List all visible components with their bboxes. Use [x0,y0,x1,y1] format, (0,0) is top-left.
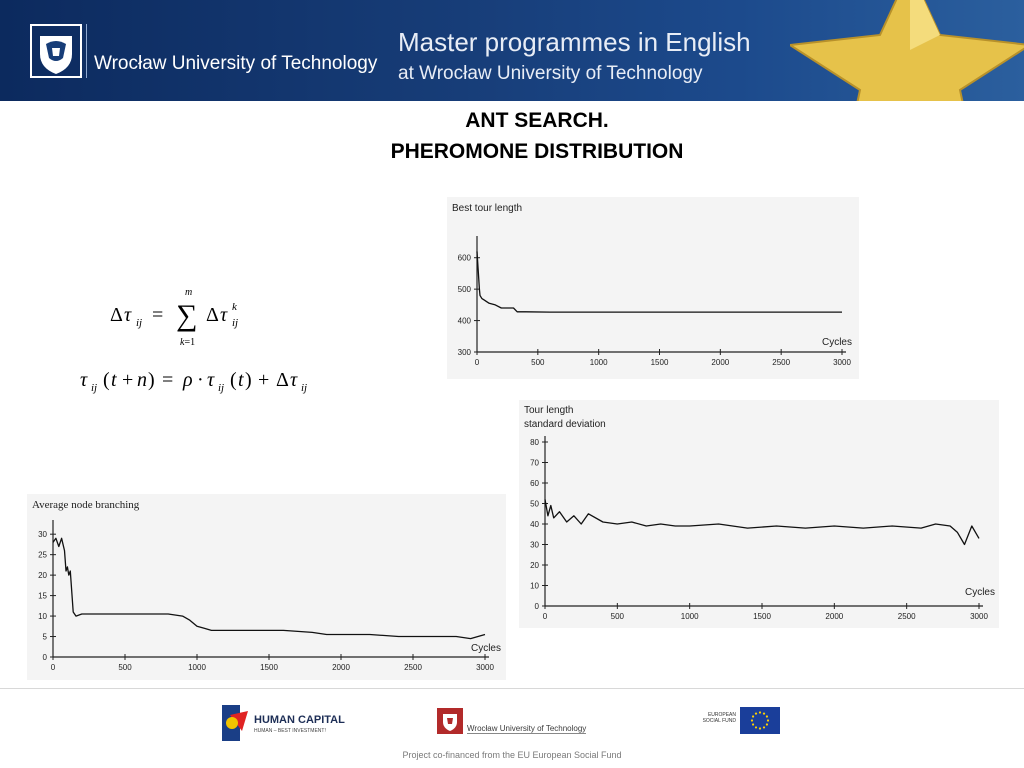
x-tick-label: 2500 [404,663,422,672]
svg-text:τ: τ [207,369,215,391]
eu-star [766,723,768,725]
y-tick-label: 70 [530,458,539,468]
eu-star [752,723,754,725]
svg-text:∑: ∑ [176,299,198,332]
footer-university-name: Wrocław University of Technology [467,724,587,733]
svg-text:ρ: ρ [183,369,193,391]
star-decoration-icon [790,0,1024,101]
svg-text:ij: ij [91,382,98,394]
x-tick-label: 2500 [897,612,916,621]
svg-text:=: = [162,369,174,391]
x-tick-label: 1000 [589,358,608,367]
footer-divider [0,688,1024,689]
svg-text:τ: τ [80,369,88,391]
series-line [477,251,842,312]
slide-title-line1: ANT SEARCH. [465,109,609,132]
svg-text:ij: ij [136,317,143,329]
eu-star [755,726,757,728]
x-tick-label: 1500 [650,358,669,367]
svg-text:τ: τ [124,304,132,326]
human-capital-subtitle: HUMAN – BEST INVESTMENT! [254,728,326,734]
header-programme-subtitle: at Wrocław University of Technology [398,63,703,84]
svg-text:Δ: Δ [110,304,123,326]
x-tick-label: 3000 [476,663,494,672]
formula-pheromone-update [76,362,341,398]
svg-text:t: t [111,369,117,391]
svg-text:+: + [122,369,134,391]
x-tick-label: 1000 [188,663,206,672]
x-tick-label: 2000 [332,663,350,672]
chart-tour-stddev [519,400,999,628]
chart-best-tour-length [447,197,859,379]
svg-text:k: k [232,301,237,313]
y-tick-label: 300 [457,348,471,357]
eu-star [755,712,757,714]
svg-text:τ: τ [220,304,228,326]
x-tick-label: 1500 [260,663,278,672]
svg-text:Δ: Δ [276,369,289,391]
eu-star [759,711,761,713]
y-tick-label: 20 [530,561,539,570]
x-tick-label: 2000 [711,358,730,367]
y-tick-label: 60 [530,479,539,488]
svg-text:ij: ij [301,382,308,394]
svg-text:ij: ij [218,382,225,394]
cofinanced-note: Project co-financed from the EU European Social Fund [402,750,622,760]
x-axis-label: Cycles [964,587,995,598]
y-tick-label: 50 [530,499,539,509]
y-tick-label: 600 [457,253,471,263]
y-tick-label: 500 [457,285,471,295]
formula-pheromone-delta [108,285,268,351]
y-tick-label: 30 [38,530,47,540]
chart-subtitle: standard deviation [524,419,606,430]
x-axis-label: Cycles [470,643,501,654]
header-banner [0,0,1024,101]
x-tick-label: 0 [474,358,480,367]
svg-text:): ) [245,369,252,391]
x-tick-label: 500 [118,663,132,672]
y-tick-label: 30 [530,540,539,550]
svg-text:): ) [148,369,155,391]
svg-text:τ: τ [290,369,298,391]
x-tick-label: 2500 [772,358,791,367]
x-tick-label: 500 [610,612,625,621]
chart-title: Tour length [524,405,574,416]
y-tick-label: 5 [42,632,47,642]
eu-star [751,719,753,721]
slide-title [312,105,762,167]
y-tick-label: 400 [457,316,471,326]
chart-best-tour-svg [447,197,859,379]
x-tick-label: 1500 [753,612,771,621]
series-line [53,538,485,638]
y-tick-label: 0 [534,602,539,611]
esf-label: EUROPEAN SOCIAL FUND [702,712,736,724]
y-tick-label: 10 [38,612,47,622]
x-tick-label: 2000 [825,612,844,621]
eu-star [763,712,765,714]
chart-title: Best tour length [452,203,523,214]
chart-title: Average node branching [32,499,140,511]
eu-flag-icon [740,707,780,734]
y-tick-label: 80 [530,438,539,447]
human-capital-logo-icon [220,701,250,743]
header-university-name: Wrocław University of Technology [94,53,378,74]
chart-tour-stddev-svg [519,400,999,628]
chart-node-branching [27,494,506,680]
svg-text:(: ( [230,369,237,391]
y-tick-label: 20 [38,571,47,581]
svg-text:t: t [238,369,244,391]
chart-node-branching-svg [27,494,506,680]
eu-star [766,715,768,717]
svg-text:ij: ij [232,317,239,329]
x-tick-label: 3000 [833,358,851,367]
header-programme-title: Master programmes in English [398,27,751,57]
svg-text:m: m [185,287,193,298]
y-tick-label: 15 [38,591,47,601]
eu-star [767,719,769,721]
x-tick-label: 0 [542,612,548,621]
wut-crest-icon [437,708,463,734]
university-crest-icon [30,24,82,78]
svg-text:n: n [137,369,147,391]
eu-star [759,727,761,729]
y-tick-label: 0 [42,653,47,662]
slide-title-line2: PHEROMONE DISTRIBUTION [390,140,684,163]
y-tick-label: 40 [530,520,539,529]
y-tick-label: 10 [530,581,539,591]
svg-text:=: = [152,304,164,326]
svg-text:Δ: Δ [206,304,219,326]
x-tick-label: 500 [531,358,545,367]
logo-separator [86,24,87,78]
eu-star [752,715,754,717]
x-tick-label: 0 [50,663,56,672]
svg-text:·: · [197,369,204,391]
y-tick-label: 25 [38,550,47,560]
human-capital-title: HUMAN CAPITAL [254,714,345,726]
eu-star [763,726,765,728]
svg-text:k=1: k=1 [180,337,196,348]
x-tick-label: 1000 [680,612,699,621]
x-tick-label: 3000 [970,612,988,621]
svg-text:(: ( [103,369,110,391]
x-axis-label: Cycles [821,337,852,348]
svg-text:+: + [258,369,270,391]
series-line [545,499,979,544]
